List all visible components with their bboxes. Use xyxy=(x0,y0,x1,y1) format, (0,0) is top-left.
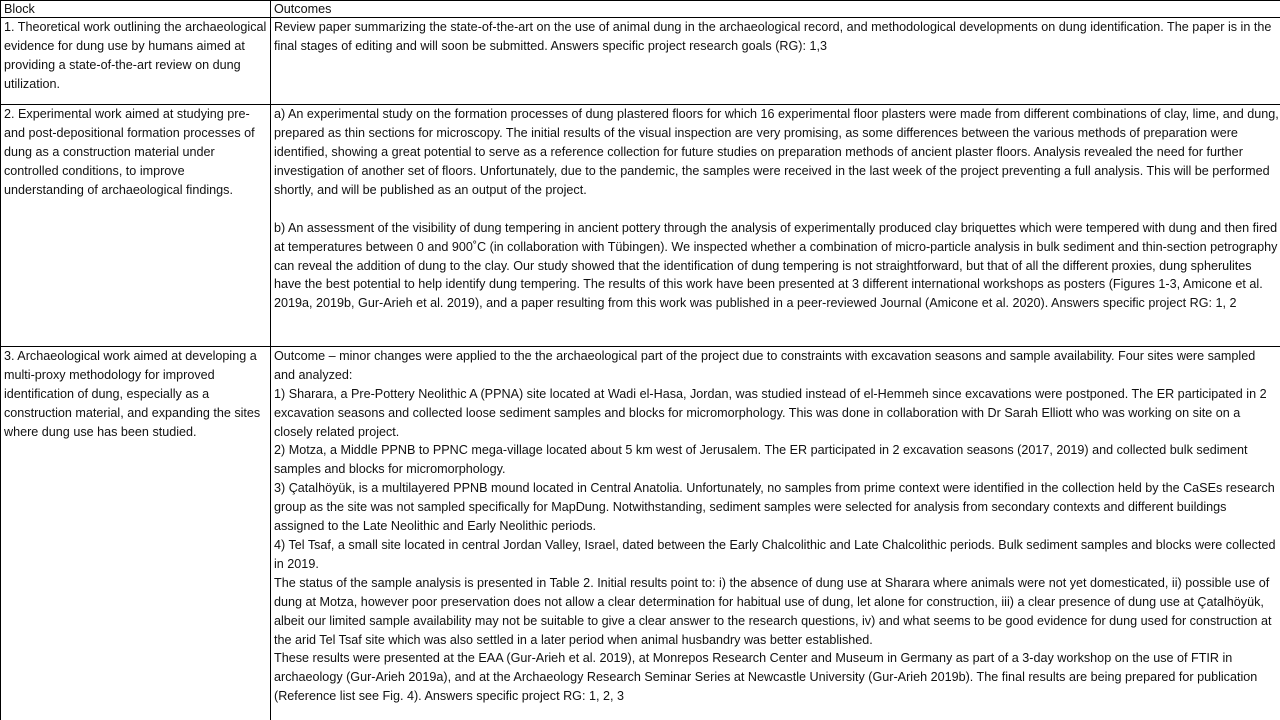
table-row xyxy=(1,346,1280,720)
block-cell-2: 2. Experimental work aimed at studying pre-and post-depositional formation processes of dung as a construction material under controlled conditions, to improve understanding of archaeological findings. xyxy=(1,105,271,347)
outcome-cell-2 xyxy=(271,105,1280,347)
paragraph-spacer xyxy=(274,200,1279,219)
header-outcomes: Outcomes xyxy=(271,1,1280,18)
block-cell-3: 3. Archaeological work aimed at developing a multi-proxy methodology for improved identification of dung, especially as a construction material, and expanding the sites where dung use has been studied. xyxy=(1,346,271,720)
dissemination: These results were presented at the EAA (Gur-Arieh et al. 2019), at Monrepos Research Center and Museum in Germany as part of a 3-day workshop on the use of FTIR in archaeology (Gur-Arieh 2019a), and at the Archaeology Research Seminar Series at Newcastle University (Gur-Arieh 2019b). The final results are being prepared for publication (Reference list see Fig. 4). Answers specific project RG: 1, 2, 3 xyxy=(274,651,1258,704)
results-summary: The status of the sample analysis is presented in Table 2. Initial results point to: i) the absence of dung use at Sharara where animals were not yet domesticated, ii) possible use of dung at Motza, however poor preservation does not allow a clear determination for habitual use of dung, let alone for construction, iii) a clear presence of dung use at Çatalhöyük, albeit our limited sample availability may not be suitable to give a clear answer to the research questions, iv) and what seems to be good evidence for dung used for construction at the arid Tel Tsaf site which was also settled in a later period when animal husbandry was better established. xyxy=(274,575,1272,647)
outcome-paragraph: Review paper summarizing the state-of-the-art on the use of animal dung in the archaeological record, and methodological developments on dung identification. The paper is in the final stages of editing and will soon be submitted. Answers specific project research goals (RG): 1,3 xyxy=(274,20,1272,53)
site-sharara: 1) Sharara, a Pre-Pottery Neolithic A (PPNA) site located at Wadi el-Hasa, Jordan, was studied instead of el-Hemmeh since excavations were postponed. The ER participated in 2 excavation seasons and collected loose sediment samples and blocks for micromorphology. This was done in collaboration with Dr Sarah Elliott who was working on site on a closely related project. xyxy=(274,386,1267,439)
site-catalhoyuk: 3) Çatalhöyük, is a multilayered PPNB mound located in Central Anatolia. Unfortunately, no samples from prime context were identified in the collection held by the CaSEs research group as the site was not sampled specifically for MapDung. Notwithstanding, sediment samples were selected for analysis from secondary contexts and different buildings assigned to the Late Neolithic and Early Neolithic periods. xyxy=(274,481,1275,534)
outcome-cell-3 xyxy=(271,346,1280,720)
table-row xyxy=(1,18,1280,105)
site-motza: 2) Motza, a Middle PPNB to PPNC mega-village located about 5 km west of Jerusalem. The ER participated in 2 excavation seasons (2017, 2019) and collected bulk sediment samples and blocks for micromorphology. xyxy=(274,443,1248,477)
outcome-cell-1 xyxy=(271,18,1280,105)
outcome-paragraph-a: a) An experimental study on the formation processes of dung plastered floors for which 16 experimental floor plasters were made from different combinations of clay, lime, and dung, prepared as thin sections for microscopy. The initial results of the visual inspection are very promising, as some differences between the various methods of preparation were identified, showing a great potential to serve as a reference collection for future studies on preparation methods of ancient plaster floors. Analysis revealed the need for further investigation of another set of floors. Unfortunately, due to the pandemic, the samples were received in the last week of the project preventing a full analysis. This will be performed shortly, and will be published as an output of the project. xyxy=(274,107,1279,197)
site-tel-tsaf: 4) Tel Tsaf, a small site located in central Jordan Valley, Israel, dated between the Early Chalcolithic and Late Chalcolithic periods. Bulk sediment samples and blocks were collected in 2019. xyxy=(274,538,1276,571)
table-row xyxy=(1,105,1280,347)
table-header-row xyxy=(1,1,1280,18)
outcome-intro: Outcome – minor changes were applied to the the archaeological part of the project due to constraints with excavation seasons and sample availability. Four sites were sampled and analyzed: xyxy=(274,348,1256,382)
header-block: Block xyxy=(1,1,271,18)
outcome-paragraph-b: b) An assessment of the visibility of dung tempering in ancient pottery through the analysis of experimentally produced clay briquettes which were tempered with dung and then fired at temperatures between 0 and 900˚C (in collaboration with Tübingen). We inspected whether a combination of micro-particle analysis in bulk sediment and thin-section petrography can reveal the addition of dung to the clay. Our study showed that the identification of dung tempering is not straightforward, but that of all the different proxies, dung spherulites have the best potential to help identify dung tempering. The results of this work have been presented at 3 different international workshops as posters (Figures 1-3, Amicone et al. 2019a, 2019b, Gur-Arieh et al. 2019), and a paper resulting from this work was published in a peer-reviewed Journal (Amicone et al. 2020). Answers specific project RG: 1, 2 xyxy=(274,220,1278,311)
block-cell-1: 1. Theoretical work outlining the archaeological evidence for dung use by humans aimed at providing a state-of-the-art review on dung utilization. xyxy=(1,18,271,105)
